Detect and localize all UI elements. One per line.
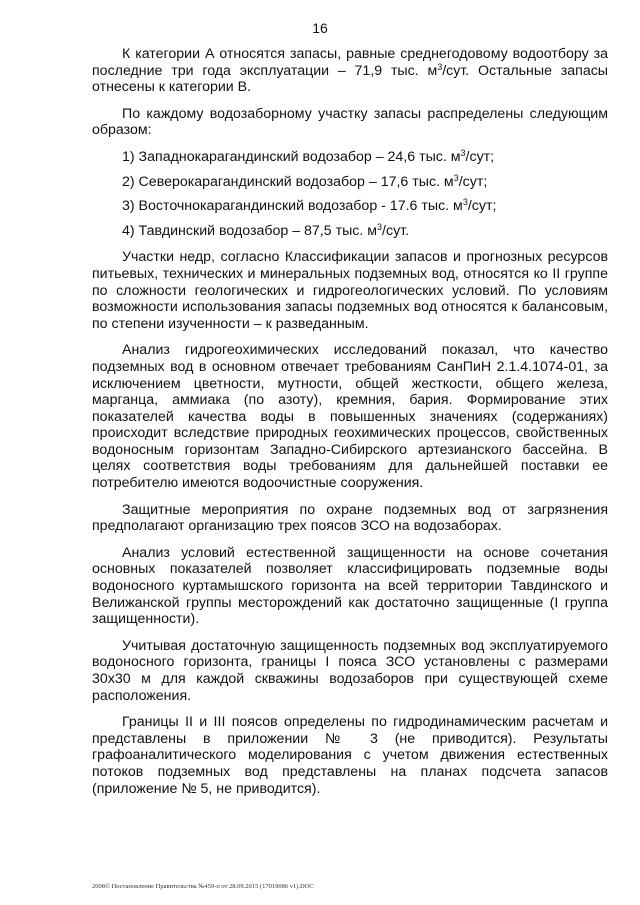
cubic-superscript: 3 <box>437 61 443 72</box>
cubic-superscript: 3 <box>460 147 466 158</box>
paragraph-hydrochemistry: Анализ гидрогеохимических исследований показал, что качество подземных вод в основном отвечает требованиям СанПиН 2.1.4.1074-01, за исключением цветности, мутности, общей жесткости, общего железа, марганца, аммиака (по азоту), кремния, бария. Формирование этих показателей качества воды в повышенных значениях (содержаниях) происходит вследствие природных геохимических процессов, свойственных водоносным горизонтам Западно-Сибирского артезианского бассейна. В целях соответствия воды требованиям для дальнейшей поставки ее потребителю имеются водоочистные сооружения. <box>92 342 608 492</box>
paragraph-category-a-tail: /сут. Остальные запасы отнесены к категории В. <box>92 62 609 96</box>
paragraph-protection-measures: Защитные мероприятия по охране подземных вод от загрязнения предполагают организацию трех поясов ЗСО на водозаборах. <box>92 501 608 535</box>
page-number: 16 <box>312 20 328 36</box>
list-item-tavda <box>92 223 608 240</box>
paragraph-category-a-text: К категории А относятся запасы, равные среднегодовому водоотбору за последние три года эксплуатации – 71,9 тыс. м <box>92 46 608 79</box>
list-item-text: 2) Северокарагандинский водозабор – 17,6 тыс. м <box>122 173 454 190</box>
list-item-text: 3) Восточнокарагандинский водозабор - 17.6 тыс. м <box>122 198 463 215</box>
footer-doc-reference: 2008© Постановление Правительства №459-п от 28.09.2015 (17019086 v1).DOC <box>92 883 314 890</box>
list-item-tail: /сут; <box>465 148 495 165</box>
paragraph-distribution-intro: По каждому водозаборному участку запасы распределены следующим образом: <box>92 105 608 139</box>
list-item-text: 4) Тавдинский водозабор – 87,5 тыс. м <box>122 222 378 239</box>
list-item-tail: /сут; <box>467 198 497 215</box>
list-item-tail: /сут. <box>382 222 410 239</box>
paragraph-category-a <box>92 46 608 96</box>
list-item-text: 1) Западнокарагандинский водозабор – 24,6 тыс. м <box>122 148 461 165</box>
paragraph-zones-two-three: Границы II и III поясов определены по гидродинамическим расчетам и представлены в приложении № 3 (не приводится). Результаты графоаналитического моделирования с учетом движения естественных потоков подземных вод представлены на планах подсчета запасов (приложение № 5, не приводится). <box>92 714 608 797</box>
cubic-superscript: 3 <box>453 172 459 183</box>
document-body <box>92 46 608 807</box>
paragraph-natural-protection: Анализ условий естественной защищенности на основе сочетания основных показателей позволяет классифицировать подземные воды водоносного куртамышского горизонта на всей территории Тавдинского и Велижанской группы месторождений как достаточно защищенные (I группа защищенности). <box>92 544 608 628</box>
list-item-east <box>92 198 608 215</box>
list-item-west <box>92 149 608 166</box>
list-item-north <box>92 174 608 191</box>
cubic-superscript: 3 <box>377 221 383 232</box>
list-item-tail: /сут; <box>458 173 488 190</box>
paragraph-zone-one: Учитывая достаточную защищенность подземных вод эксплуатируемого водоносного горизонта, границы I пояса ЗСО установлены с размерами 30х30 м для каждой скважины водозаборов при существующей схеме расположения. <box>92 637 608 704</box>
paragraph-classification: Участки недр, согласно Классификации запасов и прогнозных ресурсов питьевых, технических и минеральных подземных вод, относятся ко II группе по сложности геологических и гидрогеологических условий. По условиям возможности использования запасы подземных вод относятся к балансовым, по степени изученности – к разведанным. <box>92 249 608 332</box>
cubic-superscript: 3 <box>462 197 468 208</box>
